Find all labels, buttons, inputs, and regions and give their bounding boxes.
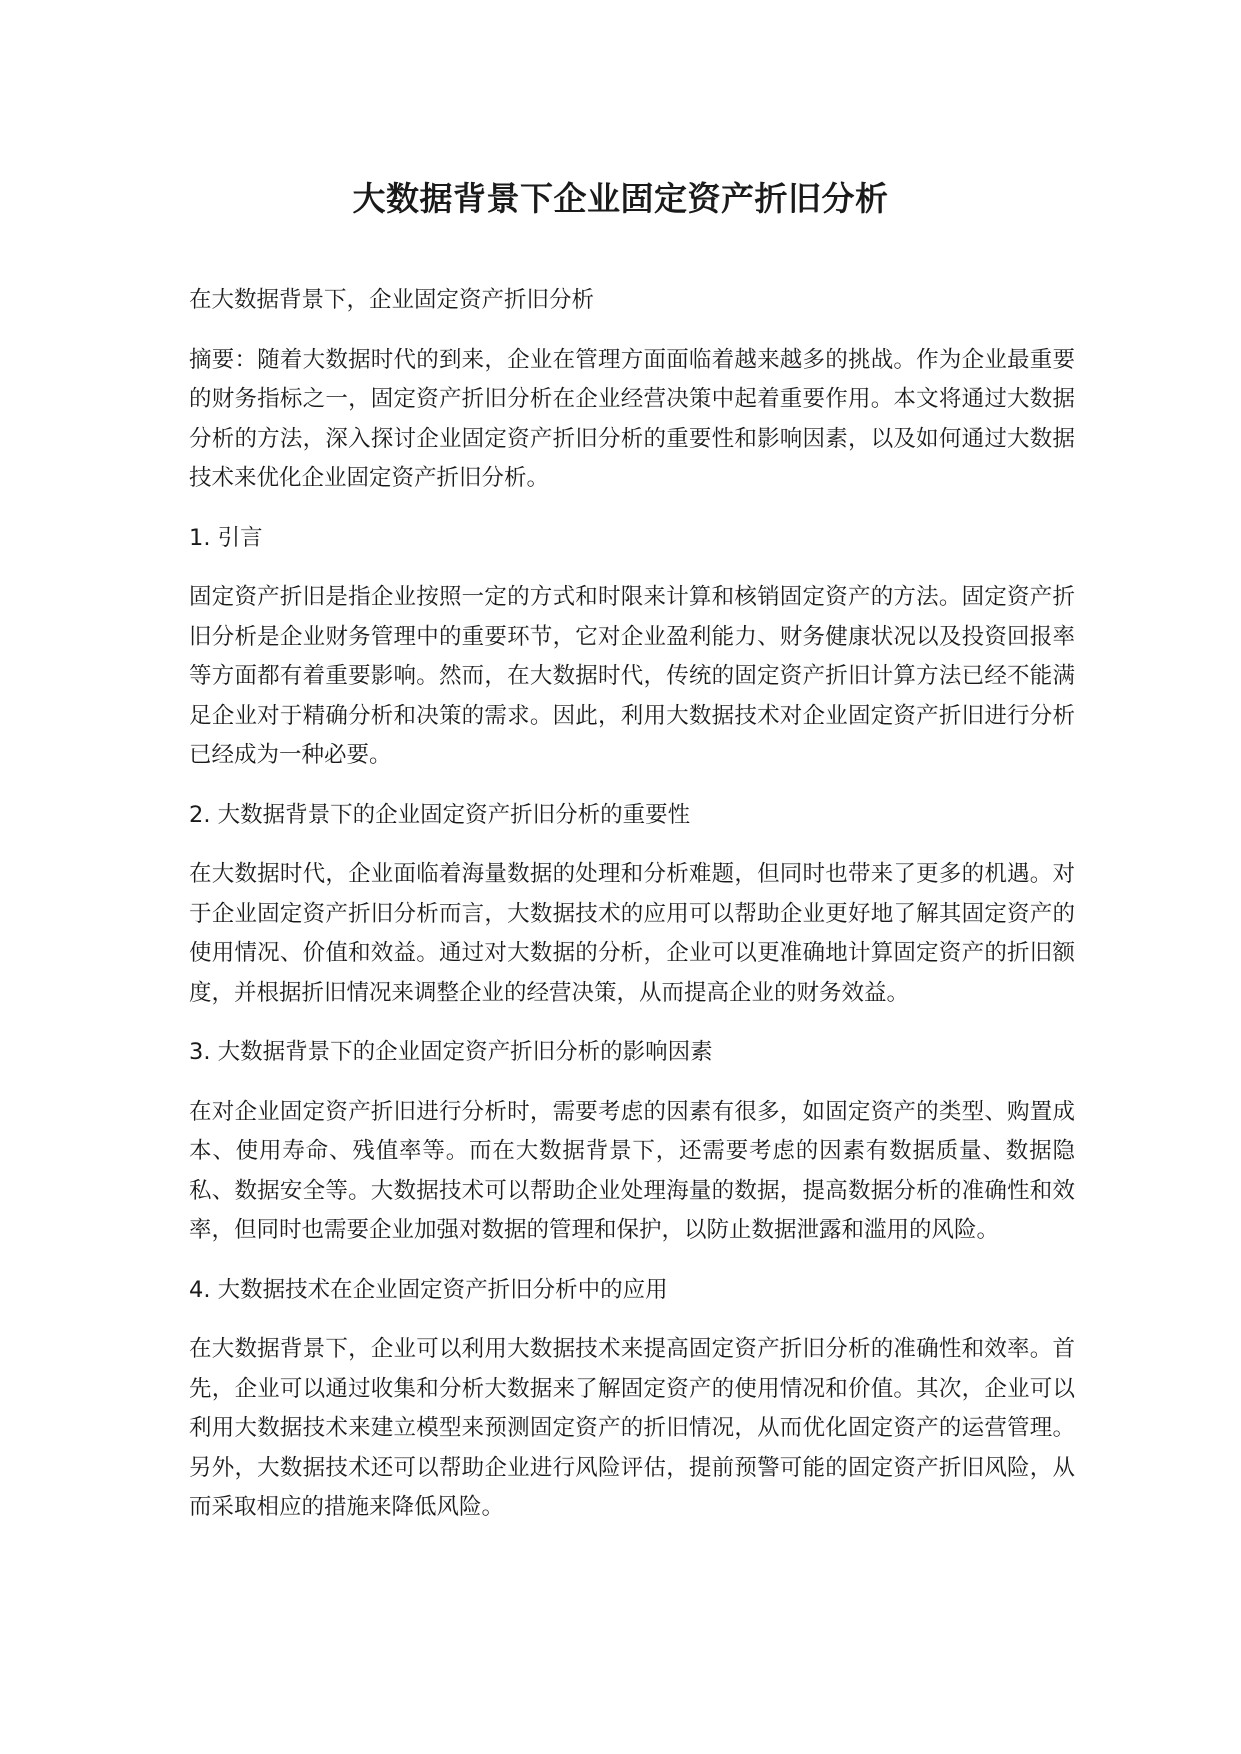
section-body-importance: 在大数据时代，企业面临着海量数据的处理和分析难题，但同时也带来了更多的机遇。对于企业固定资产折旧分析而言，大数据技术的应用可以帮助企业更好地了解其固定资产的使用情况、价值和效益。通过对大数据的分析，企业可以更准确地计算固定资产的折旧额度，并根据折旧情况来调整企业的经营决策，从而提高企业的财务效益。 — [189, 861, 1075, 1006]
section-heading-importance: 2. 大数据背景下的企业固定资产折旧分析的重要性 — [189, 801, 691, 828]
section-heading-introduction: 1. 引言 — [189, 524, 263, 551]
section-heading-factors: 3. 大数据背景下的企业固定资产折旧分析的影响因素 — [189, 1039, 713, 1065]
document-body — [189, 281, 1075, 1548]
section-body-introduction: 固定资产折旧是指企业按照一定的方式和时限来计算和核销固定资产的方法。固定资产折旧分析是企业财务管理中的重要环节，它对企业盈利能力、财务健康状况以及投资回报率等方面都有着重要影响。然而，在大数据时代，传统的固定资产折旧计算方法已经不能满足企业对于精确分析和决策的需求。因此，利用大数据技术对企业固定资产折旧进行分析已经成为一种必要。 — [189, 584, 1075, 768]
section-heading-application: 4. 大数据技术在企业固定资产折旧分析中的应用 — [189, 1276, 668, 1303]
document-title: 大数据背景下企业固定资产折旧分析 — [352, 179, 889, 218]
section-body-factors: 在对企业固定资产折旧进行分析时，需要考虑的因素有很多，如固定资产的类型、购置成本、使用寿命、残值率等。而在大数据背景下，还需要考虑的因素有数据质量、数据隐私、数据安全等。大数据技术可以帮助企业处理海量的数据，提高数据分析的准确性和效率，但同时也需要企业加强对数据的管理和保护，以防止数据泄露和滥用的风险。 — [189, 1098, 1075, 1243]
section-body-application: 在大数据背景下，企业可以利用大数据技术来提高固定资产折旧分析的准确性和效率。首先，企业可以通过收集和分析大数据来了解固定资产的使用情况和价值。其次，企业可以利用大数据技术来建立模型来预测固定资产的折旧情况，从而优化固定资产的运营管理。另外，大数据技术还可以帮助企业进行风险评估，提前预警可能的固定资产折旧风险，从而采取相应的措施来降低风险。 — [189, 1336, 1075, 1520]
subtitle-paragraph: 在大数据背景下，企业固定资产折旧分析 — [189, 287, 595, 313]
abstract-paragraph: 摘要：随着大数据时代的到来，企业在管理方面面临着越来越多的挑战。作为企业最重要的财务指标之一，固定资产折旧分析在企业经营决策中起着重要作用。本文将通过大数据分析的方法，深入探讨企业固定资产折旧分析的重要性和影响因素，以及如何通过大数据技术来优化企业固定资产折旧分析。 — [189, 346, 1075, 491]
